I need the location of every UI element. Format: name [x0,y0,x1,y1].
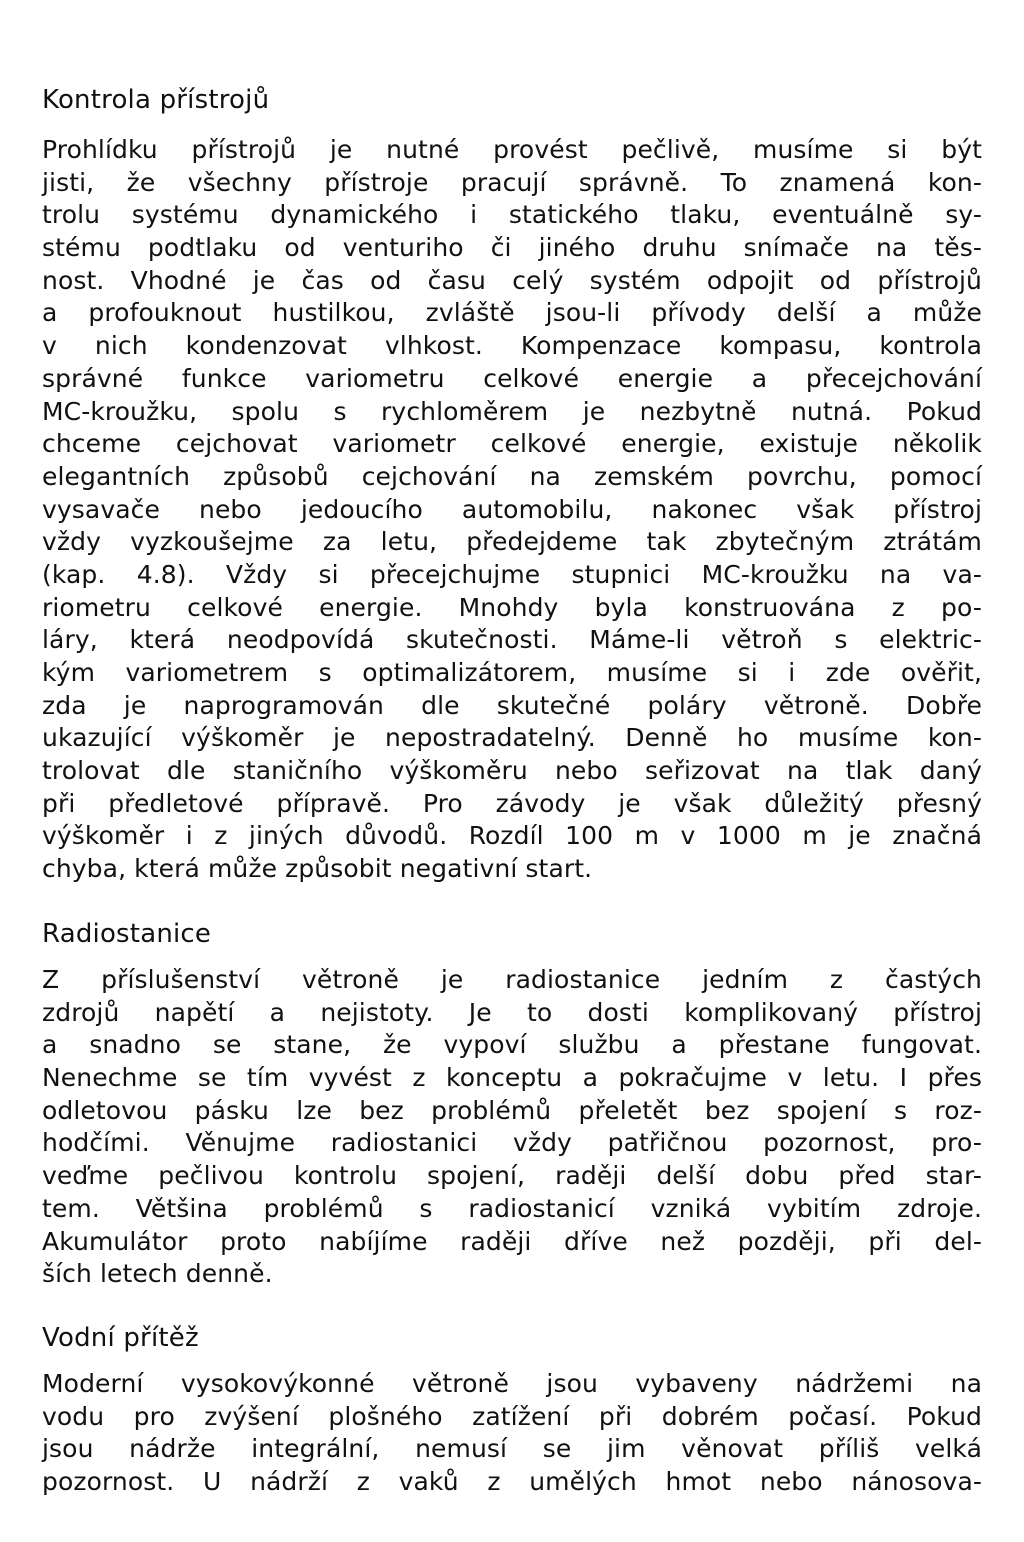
section-heading-radio: Radiostanice [42,919,212,949]
text-line: (kap. 4.8). Vždy si přecejchujme stupnici MC-kroužku na va- [42,559,982,589]
text-line: ukazující výškoměr je nepostradatelný. Denně ho musíme kon- [42,723,982,753]
text-line: vodu pro zvýšení plošného zatížení při dobrém počasí. Pokud [42,1401,982,1431]
text-line: zda je naprogramován dle skutečné poláry větroně. Dobře [42,690,982,720]
section-heading-water-ballast: Vodní přítěž [42,1323,199,1353]
text-line: jisti, že všechny přístroje pracují správně. To znamená kon- [42,167,982,197]
text-line: chceme cejchovat variometr celkové energie, existuje několik [42,429,982,459]
text-line: Moderní vysokovýkonné větroně jsou vybaveny nádržemi na [42,1369,982,1398]
text-line: správné funkce variometru celkové energie a přecejchování [42,363,982,393]
text-line: odletovou pásku lze bez problémů přeletět bez spojení s roz- [42,1095,982,1125]
text-line: riometru celkové energie. Mnohdy byla konstruována z po- [42,592,982,622]
section-paragraph-radio [42,964,982,1291]
text-line: trolovat dle staničního výškoměru nebo seřizovat na tlak daný [42,756,982,786]
section-paragraph-instrument-check [42,134,982,886]
text-line: MC-kroužku, spolu s rychloměrem je nezbytně nutná. Pokud [42,396,982,426]
text-line: veďme pečlivou kontrolu spojení, raději delší dobu před star- [42,1161,982,1191]
text-line: láry, která neodpovídá skutečnosti. Máme-li větroň s elektric- [42,625,982,655]
text-line: a snadno se stane, že vypoví službu a přestane fungovat. [42,1030,982,1060]
text-line: pozornost. U nádrží z vaků z umělých hmot nebo nánosova- [42,1467,982,1497]
text-line: nost. Vhodné je čas od času celý systém odpojit od přístrojů [42,265,982,295]
text-line: stému podtlaku od venturiho či jiného druhu snímače na těs- [42,233,982,263]
text-line: Akumulátor proto nabíjíme raději dříve než později, při del- [42,1226,982,1256]
text-line: Nenechme se tím vyvést z konceptu a pokračujme v letu. I přes [42,1063,982,1093]
section-paragraph-water-ballast [42,1368,982,1499]
text-line: ších letech denně. [42,1259,273,1289]
section-heading-instrument-check: Kontrola přístrojů [42,85,270,115]
text-line: Prohlídku přístrojů je nutné provést pečlivě, musíme si být [42,135,982,164]
text-line: výškoměr i z jiných důvodů. Rozdíl 100 m v 1000 m je značná [42,821,982,851]
text-line: trolu systému dynamického i statického tlaku, eventuálně sy- [42,200,982,230]
text-line: vždy vyzkoušejme za letu, předejdeme tak zbytečným ztrátám [42,527,982,557]
text-line: chyba, která může způsobit negativní start. [42,854,593,884]
text-line: elegantních způsobů cejchování na zemském povrchu, pomocí [42,461,982,491]
text-line: Z příslušenství větroně je radiostanice jedním z častých [42,965,982,994]
text-line: zdrojů napětí a nejistoty. Je to dosti komplikovaný přístroj [42,997,982,1027]
text-line: jsou nádrže integrální, nemusí se jim věnovat příliš velká [42,1434,982,1464]
text-line: tem. Většina problémů s radiostanicí vzniká vybitím zdroje. [42,1193,982,1223]
text-line: v nich kondenzovat vlhkost. Kompenzace kompasu, kontrola [42,331,982,361]
text-line: vysavače nebo jedoucího automobilu, nakonec však přístroj [42,494,982,524]
text-line: kým variometrem s optimalizátorem, musíme si i zde ověřit, [42,658,982,687]
text-line: a profouknout hustilkou, zvláště jsou-li přívody delší a může [42,298,982,328]
text-line: při předletové přípravě. Pro závody je však důležitý přesný [42,788,982,818]
text-line: hodčími. Věnujme radiostanici vždy patřičnou pozornost, pro- [42,1128,982,1158]
